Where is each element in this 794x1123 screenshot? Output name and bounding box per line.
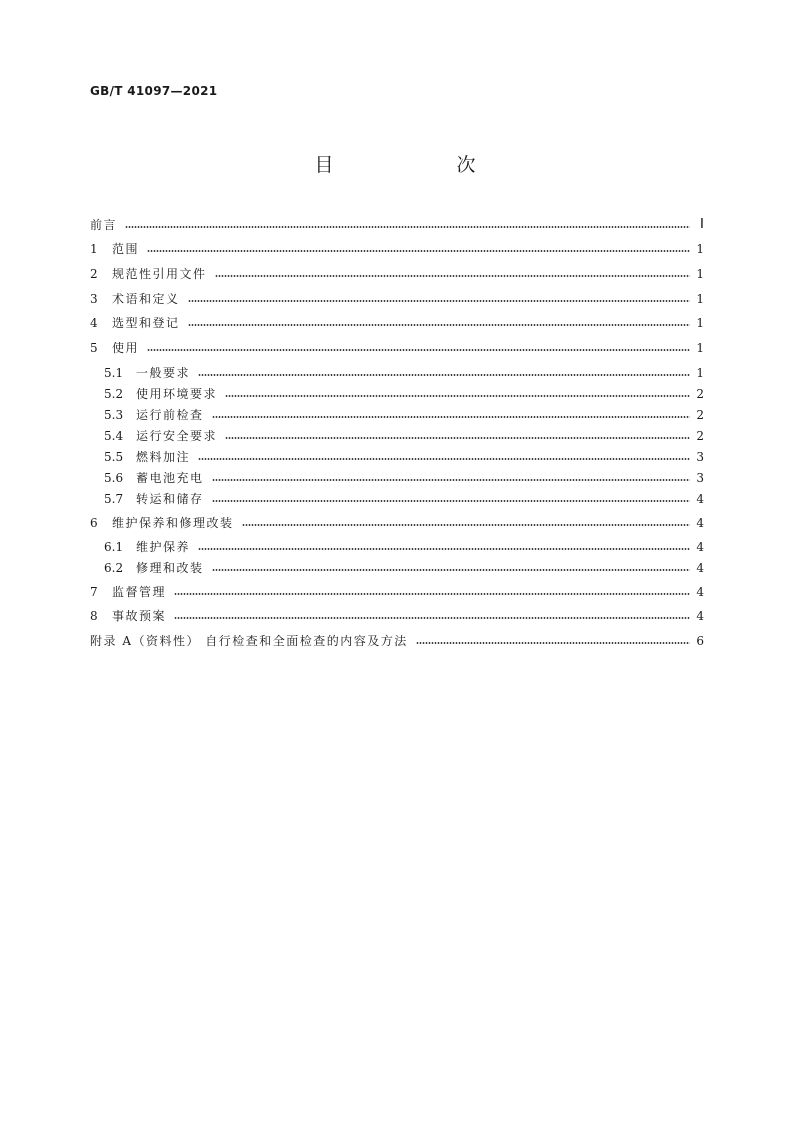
toc-entry-number: 5.6 — [104, 471, 124, 485]
dot-leader — [225, 427, 690, 445]
toc-entry-label: 监督管理 — [112, 585, 167, 599]
toc-entry-label: 术语和定义 — [112, 292, 180, 306]
dot-leader — [198, 364, 690, 382]
toc-entry-page-number: 1 — [696, 316, 704, 330]
toc-entry-label: 运行前检查 — [136, 408, 204, 422]
standard-code: GB/T 41097—2021 — [90, 84, 218, 98]
toc-entry[interactable] — [90, 265, 704, 283]
toc-entry-label: 维护保养 — [136, 540, 191, 554]
toc-entry-page-number: 4 — [696, 540, 704, 554]
toc-entry-number: 5.2 — [104, 387, 124, 401]
toc-entry[interactable] — [90, 216, 704, 234]
toc-entry-page-number: 2 — [696, 408, 704, 422]
toc-entry-page-number: 4 — [696, 585, 704, 599]
page-title: 目 次 — [314, 154, 528, 176]
toc-entry-number: 1 — [90, 242, 98, 256]
toc-entry[interactable] — [104, 364, 704, 382]
toc-entry-number: 3 — [90, 292, 98, 306]
toc-entry-label: 使用 — [112, 341, 140, 355]
toc-entry-label: 修理和改装 — [136, 561, 204, 575]
toc-entry-page-number: 1 — [696, 292, 704, 306]
toc-entry-page-number: 3 — [696, 450, 704, 464]
toc-entry-number: 2 — [90, 267, 98, 281]
toc-entry[interactable] — [90, 632, 704, 650]
toc-entry-page-number: 1 — [696, 341, 704, 355]
toc-entry-label: 燃料加注 — [136, 450, 191, 464]
dot-leader — [188, 314, 690, 332]
toc-entry-number: 7 — [90, 585, 98, 599]
toc-entry[interactable] — [90, 583, 704, 601]
toc-entry-label: 前言 — [90, 218, 118, 232]
toc-entry[interactable] — [104, 559, 704, 577]
dot-leader — [147, 240, 690, 258]
toc-entry-label: 维护保养和修理改装 — [112, 516, 234, 530]
toc-entry-page-number: 1 — [696, 267, 704, 281]
toc-entry-number: 5.7 — [104, 492, 124, 506]
toc-entry[interactable] — [104, 469, 704, 487]
toc-entry-page-number: 2 — [696, 387, 704, 401]
toc-entry-label: 使用环境要求 — [136, 387, 218, 401]
toc-entry-number: 5.5 — [104, 450, 124, 464]
dot-leader — [212, 469, 690, 487]
toc-entry[interactable] — [104, 427, 704, 445]
dot-leader — [215, 265, 690, 283]
toc-entry-number: 6.1 — [104, 540, 124, 554]
dot-leader — [174, 607, 690, 625]
dot-leader — [125, 216, 690, 234]
dot-leader — [198, 538, 690, 556]
toc-entry-label: 范围 — [112, 242, 140, 256]
toc-entry-page-number: 4 — [696, 516, 704, 530]
toc-entry-number: 5.4 — [104, 429, 124, 443]
dot-leader — [225, 385, 690, 403]
toc-entry-page-number: Ⅰ — [699, 217, 704, 232]
toc-entry-page-number: 1 — [696, 366, 704, 380]
toc-entry-page-number: 3 — [696, 471, 704, 485]
dot-leader — [242, 514, 690, 532]
toc-entry-label: 规范性引用文件 — [112, 267, 207, 281]
toc-entry[interactable] — [90, 314, 704, 332]
toc-entry-page-number: 1 — [696, 242, 704, 256]
toc-entry-number: 5.3 — [104, 408, 124, 422]
dot-leader — [147, 339, 690, 357]
dot-leader — [188, 290, 690, 308]
dot-leader — [212, 490, 690, 508]
toc-entry-number: 8 — [90, 609, 98, 623]
toc-entry-page-number: 4 — [696, 492, 704, 506]
toc-entry-number: 5 — [90, 341, 98, 355]
toc-entry-number: 5.1 — [104, 366, 124, 380]
toc-entry-page-number: 2 — [696, 429, 704, 443]
toc-entry-label: 蓄电池充电 — [136, 471, 204, 485]
toc-entry[interactable] — [90, 514, 704, 532]
dot-leader — [198, 448, 690, 466]
dot-leader — [212, 406, 690, 424]
toc-entry-label: 转运和储存 — [136, 492, 204, 506]
toc-entry[interactable] — [90, 240, 704, 258]
toc-entry-label: 选型和登记 — [112, 316, 180, 330]
dot-leader — [416, 632, 690, 650]
toc-entry[interactable] — [104, 406, 704, 424]
toc-entry[interactable] — [90, 339, 704, 357]
toc-entry-label: 附录 A（资料性） 自行检查和全面检查的内容及方法 — [90, 634, 408, 648]
toc-entry[interactable] — [104, 385, 704, 403]
dot-leader — [212, 559, 690, 577]
toc-entry-page-number: 4 — [696, 609, 704, 623]
toc-entry-number: 4 — [90, 316, 98, 330]
toc-entry[interactable] — [104, 448, 704, 466]
toc-entry[interactable] — [90, 290, 704, 308]
toc-entry-page-number: 4 — [696, 561, 704, 575]
toc-entry-label: 运行安全要求 — [136, 429, 218, 443]
toc-entry-label: 一般要求 — [136, 366, 191, 380]
toc-entry-page-number: 6 — [696, 634, 704, 648]
toc-entry[interactable] — [104, 538, 704, 556]
toc-entry[interactable] — [104, 490, 704, 508]
toc-entry[interactable] — [90, 607, 704, 625]
toc-entry-label: 事故预案 — [112, 609, 167, 623]
toc-entry-number: 6 — [90, 516, 98, 530]
dot-leader — [174, 583, 690, 601]
toc-entry-number: 6.2 — [104, 561, 124, 575]
